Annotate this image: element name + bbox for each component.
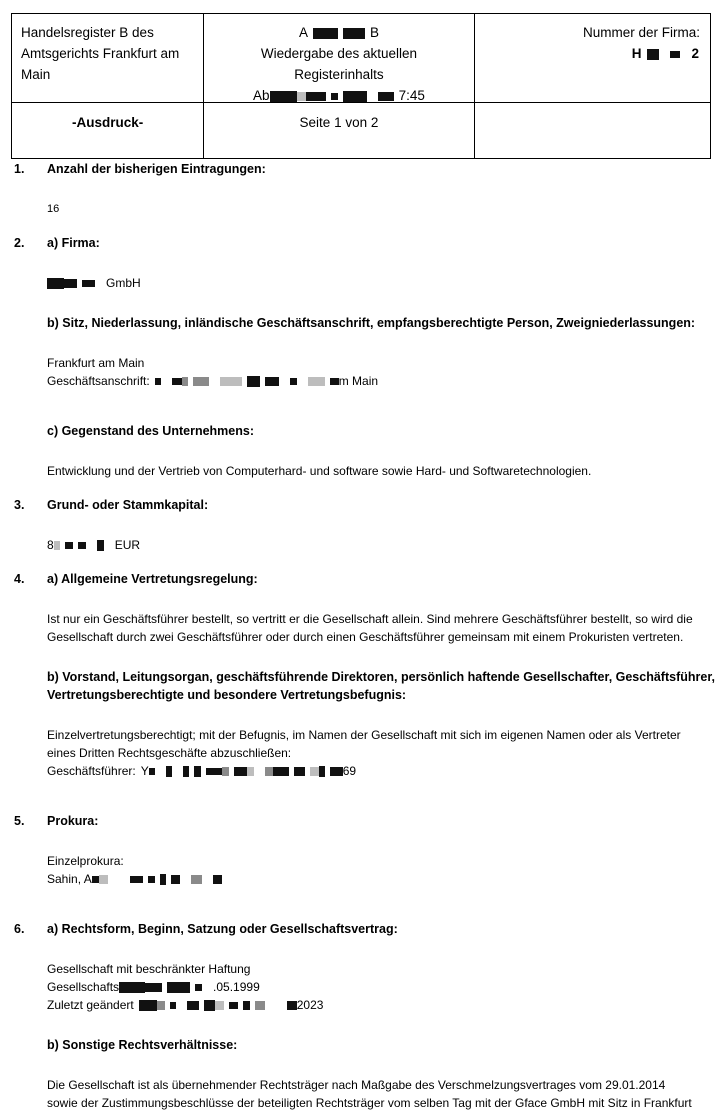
spacer	[0, 390, 723, 412]
document-header-table	[11, 13, 711, 159]
section-3-heading: Grund- oder Stammkapital:	[47, 498, 209, 512]
date-prefix: Ab	[253, 88, 270, 103]
section-5	[0, 812, 723, 830]
header-cell-empty	[474, 103, 710, 159]
ausdruck-label: -Ausdruck-	[72, 115, 144, 130]
redaction-block	[145, 983, 162, 992]
spacer	[0, 514, 723, 536]
spacer	[0, 830, 723, 852]
section-2a-heading: a) Firma:	[47, 236, 100, 250]
rechtsverhaeltnisse-line-2: sowie der Zustimmungsbeschlüsse der beteiligten Rechtsträger vom selben Tag mit der Gface GmbH mit Sitz in Frankfurt	[47, 1096, 692, 1110]
redaction-block	[265, 377, 279, 386]
firm-number-prefix: H	[631, 46, 643, 61]
section-6b-body	[0, 1076, 723, 1112]
redaction-block	[166, 766, 172, 777]
firm-number-value	[483, 43, 700, 64]
section-4a-body	[0, 610, 723, 646]
section-1-number: 1.	[14, 162, 25, 176]
einzelvertretung-line-2: eines Dritten Rechtsgeschäfte abzuschließen:	[47, 746, 292, 760]
header-cell-ausdruck	[12, 103, 204, 159]
section-2	[0, 234, 723, 252]
redaction-block	[97, 540, 104, 551]
spacer	[0, 1014, 723, 1036]
prokura-body	[0, 852, 723, 888]
prokurist-name	[47, 870, 723, 888]
section-2c-heading: c) Gegenstand des Unternehmens:	[47, 424, 254, 438]
section-4b-heading-line-2: Vertretungsberechtigte und besondere Vertretungsbefugnis:	[47, 688, 407, 702]
redaction-block	[273, 767, 289, 776]
firm-number-suffix: 2	[691, 46, 700, 61]
gegenstand-row	[0, 462, 723, 480]
redaction-block	[215, 1001, 224, 1010]
section-2b-heading: b) Sitz, Niederlassung, inländische Geschäftsanschrift, empfangsberechtigte Person, Zweigniederlassungen:	[47, 316, 696, 330]
redaction-block	[270, 91, 297, 102]
redaction-block	[206, 768, 222, 775]
spacer	[0, 888, 723, 910]
redaction-block	[155, 378, 161, 385]
section-6a-heading: a) Rechtsform, Beginn, Satzung oder Gesellschaftsvertrag:	[47, 922, 398, 936]
title-suffix: B	[369, 25, 379, 40]
gegenstand-text: Entwicklung und der Vertrieb von Computerhard- und software sowie Hard- und Softwaretechnologien.	[47, 464, 592, 478]
vertrag-prefix: Gesellschafts	[47, 980, 120, 994]
header-cell-registry	[12, 14, 204, 103]
gf-suffix: 69	[342, 764, 357, 778]
prokurist-prefix: Sahin, A	[47, 872, 92, 886]
vertretung-line-2: Gesellschaft durch zwei Geschäftsführer oder durch einen Geschäftsführer gemeinsam mit einem Prokuristen vertreten.	[47, 630, 684, 644]
spacer	[0, 480, 723, 496]
spacer	[0, 178, 723, 200]
redaction-block	[47, 278, 64, 289]
geschaeftsanschrift-label: Geschäftsanschrift:	[47, 374, 150, 388]
spacer	[0, 910, 723, 920]
page-indicator: Seite 1 von 2	[299, 115, 379, 130]
registry-line-2: Amtsgerichts Frankfurt am	[21, 46, 180, 61]
redaction-block	[378, 92, 394, 101]
prokura-type: Einzelprokura:	[47, 854, 124, 868]
registry-line-1: Handelsregister B des	[21, 25, 154, 40]
redaction-block	[306, 92, 326, 101]
redaction-block	[647, 49, 659, 60]
header-cell-page	[204, 103, 474, 159]
redaction-block	[319, 766, 325, 777]
rechtsverhaeltnisse-line-1: Die Gesellschaft ist als übernehmender Rechtsträger nach Maßgabe des Verschmelzungsvertrages vom 29.01.2014	[47, 1078, 666, 1092]
firma-suffix: GmbH	[106, 276, 141, 290]
spacer	[0, 412, 723, 422]
section-6-number: 6.	[14, 922, 25, 936]
zuletzt-geaendert-row	[47, 996, 723, 1014]
eintragungen-count: 16	[47, 203, 60, 215]
redaction-block	[191, 875, 202, 884]
redaction-block	[343, 28, 365, 39]
redaction-block	[222, 767, 229, 776]
redaction-block	[78, 542, 86, 549]
redaction-block	[172, 378, 182, 385]
redaction-block	[82, 280, 95, 287]
section-3-number: 3.	[14, 498, 25, 512]
redaction-block	[187, 1001, 199, 1010]
gesellschaftsvertrag-row	[47, 978, 723, 996]
redaction-block	[343, 91, 367, 102]
header-cell-title	[204, 14, 474, 103]
rechtsform-value: Gesellschaft mit beschränkter Haftung	[47, 962, 251, 976]
anschrift-suffix: m Main	[338, 374, 379, 388]
redaction-block	[330, 767, 343, 776]
redaction-block	[92, 876, 99, 883]
redaction-block	[297, 92, 306, 101]
section-3	[0, 496, 723, 514]
redaction-block	[247, 767, 254, 776]
geaendert-suffix: 2023	[296, 998, 324, 1012]
section-4b-row	[0, 668, 723, 704]
redaction-block	[331, 93, 338, 100]
section-2b-row	[0, 314, 723, 332]
sitz-row	[0, 354, 723, 390]
section-5-number: 5.	[14, 814, 25, 828]
redaction-block	[171, 875, 180, 884]
redaction-block	[119, 982, 145, 993]
section-1	[0, 160, 723, 178]
redaction-block	[170, 1002, 176, 1009]
header-title-line-1	[210, 22, 467, 43]
section-4b-body	[0, 726, 723, 780]
spacer	[0, 440, 723, 462]
redaction-block	[157, 1001, 165, 1010]
redaction-block	[65, 542, 73, 549]
spacer	[0, 704, 723, 726]
spacer	[0, 332, 723, 354]
spacer	[0, 252, 723, 274]
redaction-block	[99, 875, 108, 884]
redaction-block	[220, 377, 242, 386]
geaendert-prefix: Zuletzt geändert	[47, 998, 134, 1012]
firma-name	[47, 274, 723, 292]
redaction-block	[167, 982, 190, 993]
redaction-block	[183, 766, 189, 777]
spacer	[0, 780, 723, 802]
geschaeftsanschrift-row	[47, 372, 723, 390]
time-suffix: 7:45	[398, 88, 425, 103]
redaction-block	[160, 874, 166, 885]
section-6	[0, 920, 723, 938]
spacer	[0, 292, 723, 314]
redaction-block	[229, 1002, 238, 1009]
redaction-block	[148, 876, 155, 883]
stammkapital-row	[0, 536, 723, 554]
spacer	[0, 554, 723, 570]
stammkapital-value	[47, 536, 723, 554]
redaction-block	[265, 767, 273, 776]
redaction-block	[255, 1001, 265, 1010]
spacer	[0, 646, 723, 668]
registry-line-3: Main	[21, 67, 51, 82]
kapital-suffix: EUR	[114, 538, 141, 552]
geschaeftsfuehrer-label: Geschäftsführer:	[47, 764, 136, 778]
redaction-block	[308, 377, 325, 386]
section-4b-heading-line-1: b) Vorstand, Leitungsorgan, geschäftsführende Direktoren, persönlich haftende Gesellschafter, Geschäftsführer,	[47, 670, 715, 684]
gf-prefix: Y	[140, 764, 149, 778]
spacer	[0, 938, 723, 960]
section-2-number: 2.	[14, 236, 25, 250]
redaction-block	[130, 876, 143, 883]
header-title-line-3: Registerinhalts	[294, 67, 384, 82]
spacer	[0, 1054, 723, 1076]
redaction-block	[139, 1000, 157, 1011]
redaction-block	[247, 376, 260, 387]
section-4	[0, 570, 723, 588]
spacer	[0, 588, 723, 610]
header-cell-firm-number	[474, 14, 710, 103]
section-5-heading: Prokura:	[47, 814, 99, 828]
redaction-block	[290, 378, 297, 385]
empty-cell	[475, 103, 710, 158]
firm-number-label: Nummer der Firma:	[582, 25, 700, 40]
redaction-block	[234, 767, 247, 776]
document-body	[0, 160, 723, 1112]
redaction-block	[310, 767, 319, 776]
redaction-block	[670, 51, 680, 58]
header-title-line-2: Wiedergabe des aktuellen	[260, 46, 417, 61]
sitz-value: Frankfurt am Main	[47, 356, 145, 370]
section-6b-row	[0, 1036, 723, 1054]
vertrag-suffix: .05.1999	[213, 980, 260, 994]
redaction-block	[294, 767, 305, 776]
section-6b-heading: b) Sonstige Rechtsverhältnisse:	[47, 1038, 238, 1052]
vertretung-line-1: Ist nur ein Geschäftsführer bestellt, so vertritt er die Gesellschaft allein. Sind mehrere Geschäftsführer bestellt, so wird die	[47, 612, 693, 626]
section-6a-body	[0, 960, 723, 1014]
section-4-number: 4.	[14, 572, 25, 586]
section-4a-heading: a) Allgemeine Vertretungsregelung:	[47, 572, 258, 586]
spacer	[0, 802, 723, 812]
redaction-block	[182, 377, 188, 386]
section-1-heading: Anzahl der bisherigen Eintragungen:	[47, 162, 266, 176]
redaction-block	[193, 377, 209, 386]
title-prefix: A	[298, 25, 308, 40]
redaction-block	[54, 541, 60, 550]
spacer	[0, 218, 723, 234]
geschaeftsfuehrer-row	[47, 762, 723, 780]
redaction-block	[313, 28, 338, 39]
redaction-block	[287, 1001, 297, 1010]
redaction-block	[195, 984, 202, 991]
redaction-block	[330, 378, 339, 385]
redaction-block	[149, 768, 155, 775]
section-1-value-row	[0, 200, 723, 218]
section-2c-row	[0, 422, 723, 440]
redaction-block	[204, 1000, 215, 1011]
redaction-block	[213, 875, 222, 884]
einzelvertretung-line-1: Einzelvertretungsberechtigt; mit der Befugnis, im Namen der Gesellschaft mit sich im eigenen Namen oder als Vertreter	[47, 728, 681, 742]
redaction-block	[243, 1001, 250, 1010]
header-row-top	[12, 14, 711, 103]
redaction-block	[194, 766, 201, 777]
kapital-prefix: 8	[47, 538, 54, 552]
firma-name-row	[0, 274, 723, 292]
redaction-block	[64, 279, 77, 288]
header-row-bottom	[12, 103, 711, 159]
